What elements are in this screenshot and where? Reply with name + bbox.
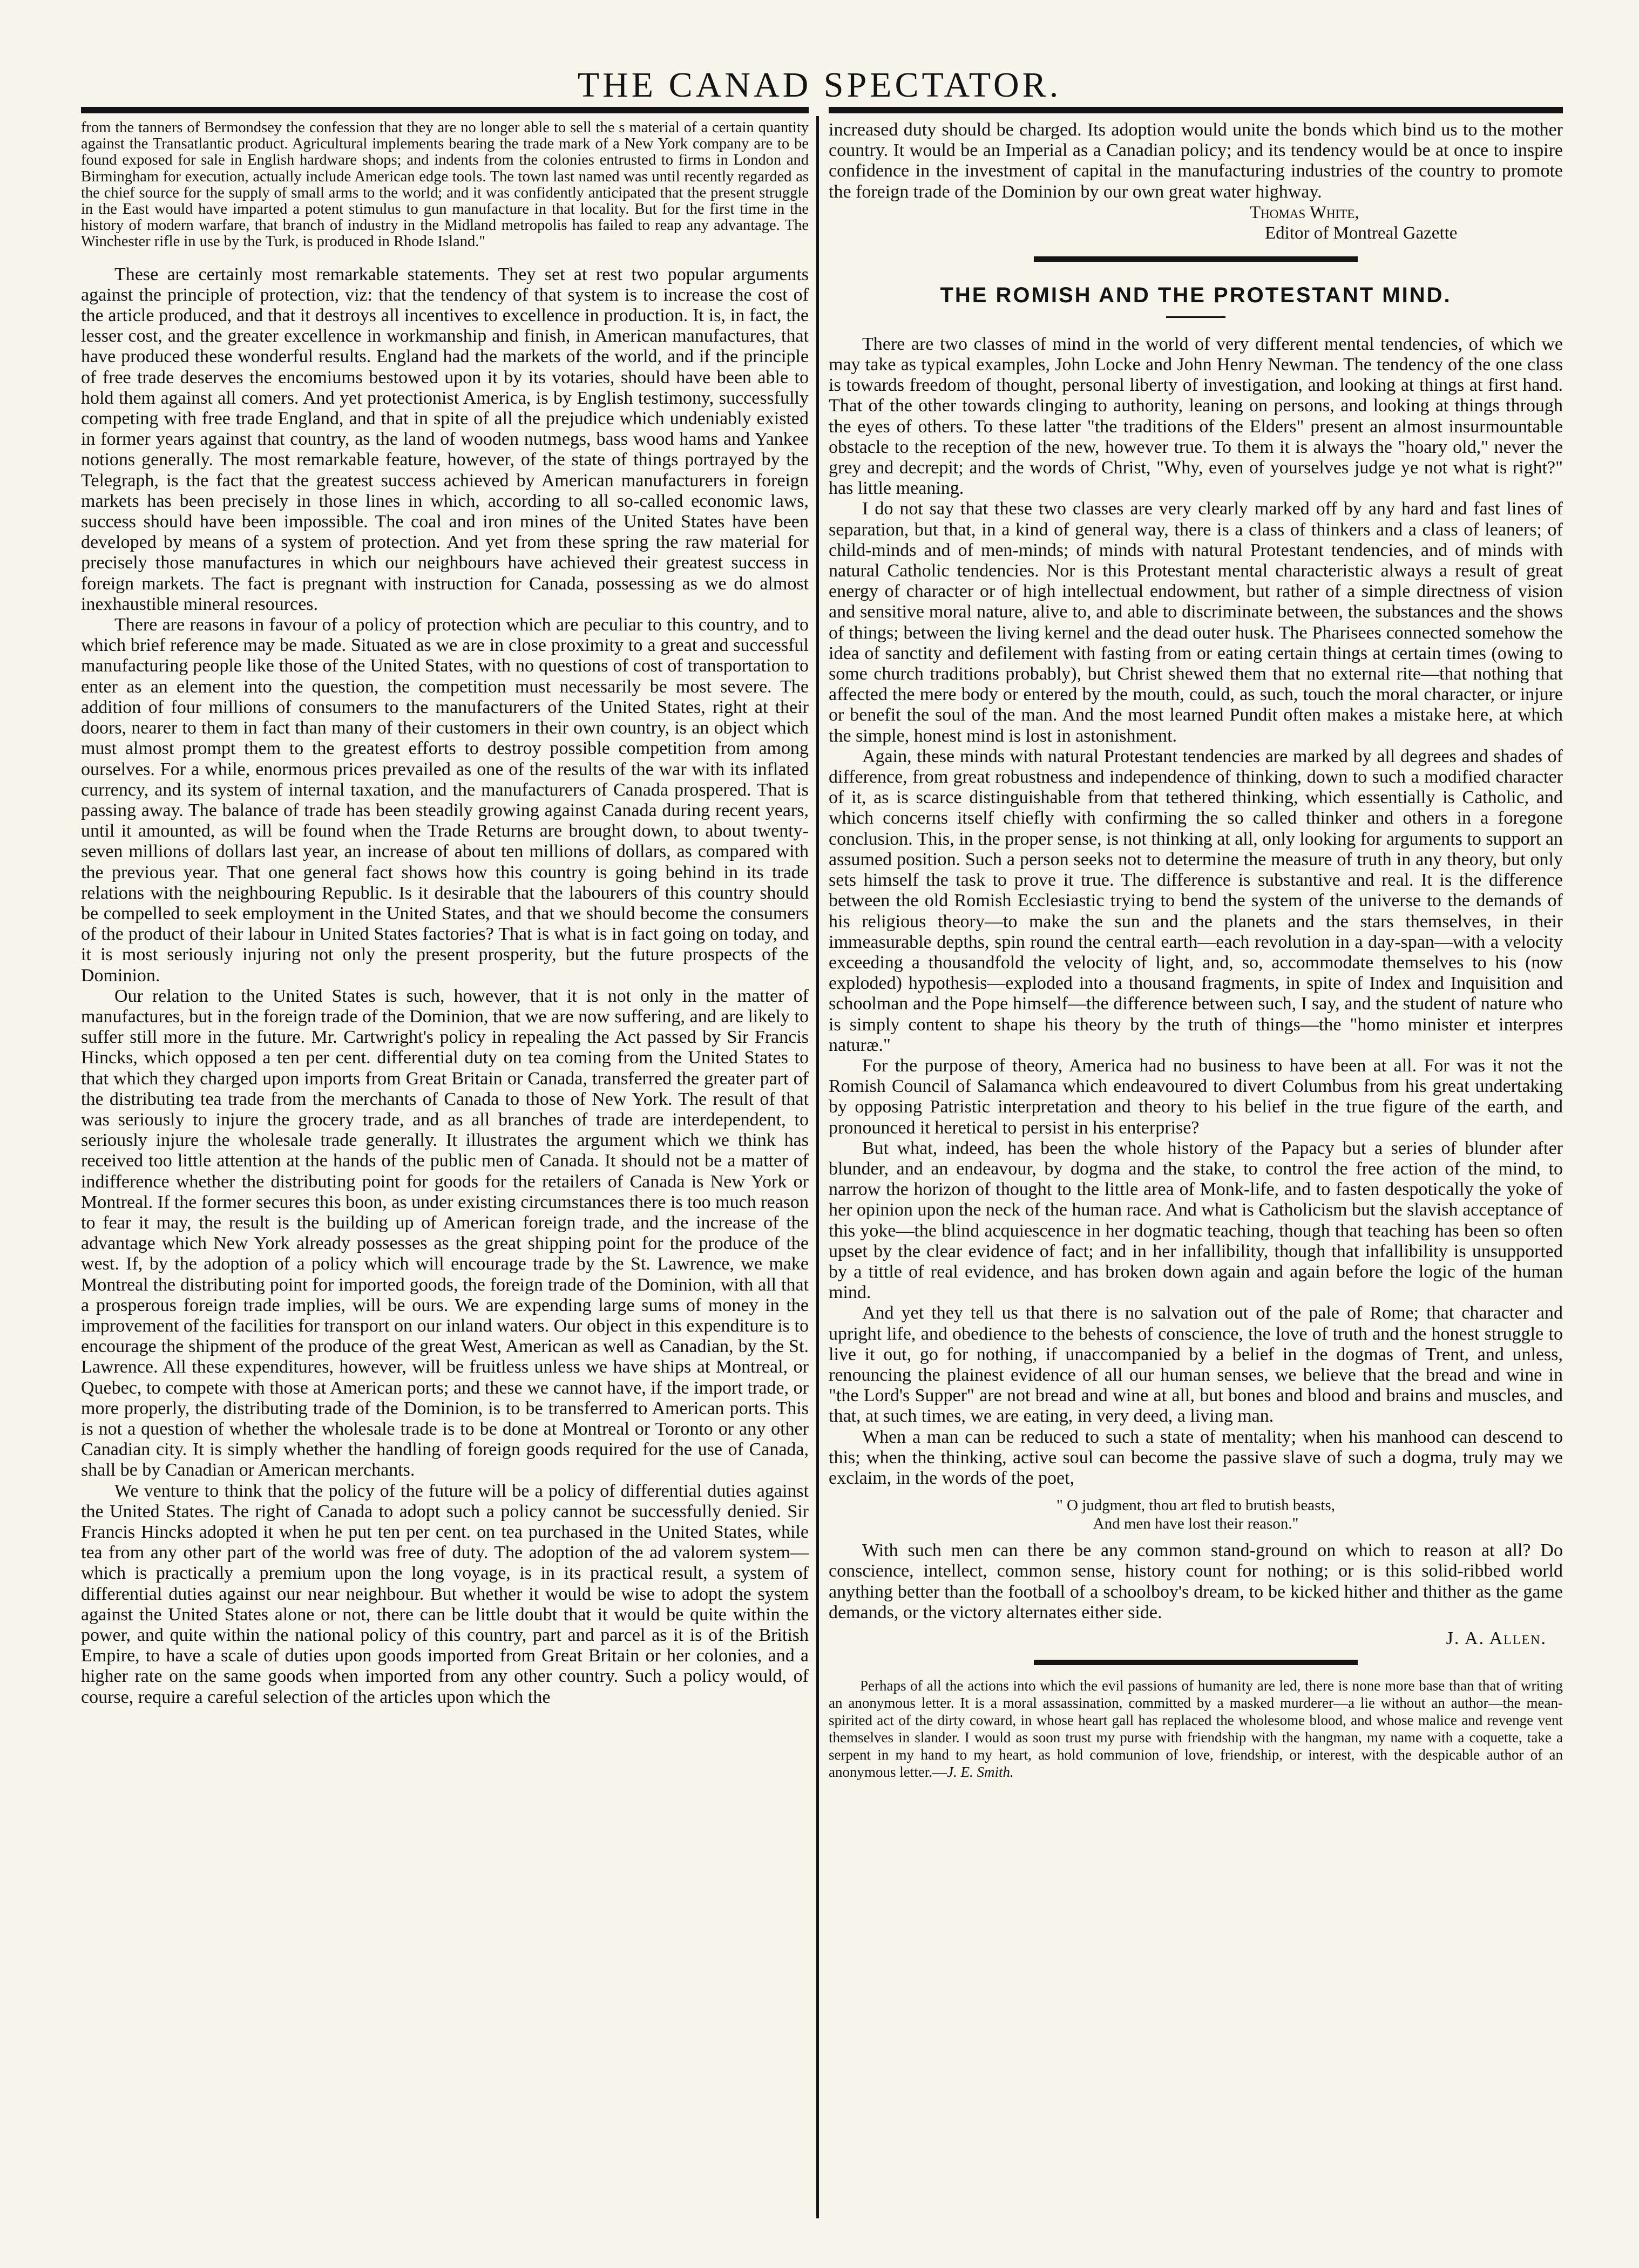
poet-quote-line-2: And men have lost their reason." xyxy=(1093,1515,1299,1533)
right-paragraph-3: Again, these minds with natural Protestant tendencies are marked by all degrees and shades of difference, from great robustness and independence of thinking, down to such a modified character of it, as is scarce distinguishable from that tethered thinking, which essentially is Catholic, and which concerns itself chiefly with confirming the so called thinker and others in a foregone conclusion. This, in the proper sense, is not thinking at all, only looking for arguments to support an assumed position. Such a person seeks not to determine the measure of truth in any theory, but only sets himself the task to prove it true. The difference is substantive and real. It is the difference between the old Romish Ecclesiastic trying to bend the system of the universe to the demands of his religious theory—to make the sun and the planets and the stars themselves, in their immeasurable depths, spin round the central earth—each revolution in a day-span—with a velocity exceeding a thousandfold the velocity of light, and, so, accommodate themselves to his (now exploded) hypothesis—exploded into a thousand fragments, in spite of Index and Inquisition and schoolman and the Pope himself—the difference between such, I say, and the student of nature who is simply content to shape his theory by the truth of things—the "homo minister et interpres naturæ." xyxy=(829,746,1563,1055)
right-paragraph-7: When a man can be reduced to such a state of mentality; when his manhood can descend to this; when the thinking, active soul can become the passive slave of such a dogma, truly may we exclaim, in the words of the poet, xyxy=(829,1427,1563,1488)
left-paragraph-3: Our relation to the United States is such, however, that it is not only in the matter of manufactures, but in the foreign trade of the Dominion, that we are now suffering, and are likely to suffer still more in the future. Mr. Cartwright's policy in repealing the Act passed by Sir Francis Hincks, which opposed a ten per cent. differential duty on tea coming from the United States to that which they charged upon imports from Great Britain or Canada, transferred the greater part of the distributing tea trade from the merchants of Canada to those of New York. The result of that was seriously to injure the grocery trade, and as all branches of trade are interdependent, to seriously injure the wholesale trade generally. It illustrates the argument which we think has received too little attention at the hands of the public men of Canada. It should not be a matter of indifference whether the distributing point for goods for the retailers of Canada is New York or Montreal. If the former secures this boon, as under existing circumstances there is too much reason to fear it may, the result is the building up of American foreign trade, and the increase of the advantage which New York already possesses as the great shipping point for the produce of the west. If, by the adoption of a policy which will encourage trade by the St. Lawrence, we make Montreal the distributing point for imported goods, the foreign trade of the Dominion, with all that a prosperous foreign trade implies, will be ours. We are expending large sums of money in the improvement of the facilities for transport on our inland waters. Our object in this expenditure is to encourage the shipment of the produce of the great West, American as well as Canadian, by the St. Lawrence. All these expenditures, however, will be fruitless unless we have ships at Montreal, or Quebec, to compete with those at American ports; and these we cannot have, if the import trade, or more properly, the distributing trade of the Dominion, is to be transferred to American ports. This is not a question of whether the wholesale trade is to be done at Montreal or Toronto or any other Canadian city. It is simply whether the handling of foreign goods required for the use of Canada, shall be by Canadian or American merchants. xyxy=(81,986,809,1481)
article-title: THE ROMISH AND THE PROTESTANT MIND. xyxy=(940,283,1452,307)
article-author: J. A. Allen. xyxy=(1446,1628,1547,1648)
header-rule-right xyxy=(829,107,1563,113)
right-column xyxy=(829,120,1563,1781)
right-paragraph-6: And yet they tell us that there is no salvation out of the pale of Rome; that character and upright life, and obedience to the behests of conscience, the love of truth and the honest struggle to live it out, go for nothing, if unaccompanied by a belief in the dogmas of Trent, and unless, renouncing the plainest evidence of all our human senses, we believe that the bread and wine in "the Lord's Supper" are not bread and wine at all, but bones and blood and brains and muscles, and that, at such times, we are eating, in very deed, a living man. xyxy=(829,1303,1563,1427)
closing-paragraph: With such men can there be any common stand-ground on which to reason at all? Do conscience, intellect, common sense, history count for nothing; or is this solid-ribbed world anything better than the football of a schoolboy's dream, to be kicked hither and thither as the game demands, or the victory alternates either side. xyxy=(829,1540,1563,1622)
right-paragraph-2: I do not say that these two classes are very clearly marked off by any hard and fast lines of separation, but that, in a kind of general way, there is a class of thinkers and a class of leaners; of child-minds and of men-minds; of minds with natural Protestant tendencies, and of minds with natural Catholic tendencies. Nor is this Protestant mental characteristic always a result of great energy of character or of high intellectual endowment, but rather of a simple directness of vision and sensitive moral nature, alive to, and able to discriminate between, the substances and the shows of things; between the living kernel and the dead outer husk. The Pharisees connected somehow the idea of sanctity and defilement with fasting from or eating certain things at certain times (owing to some church traditions probably), but Christ shewed them that no external rite—that nothing that affected the mere body or entered by the mouth, could, as such, touch the moral character, or injure or benefit the soul of the man. And the most learned Pundit often makes a mistake here, at which the simple, honest mind is lost in astonishment. xyxy=(829,499,1563,746)
footnote-signature: J. E. Smith. xyxy=(946,1764,1014,1780)
right-paragraph-4: For the purpose of theory, America had no business to have been at all. For was it not the Romish Council of Salamanca which endeavoured to divert Columbus from his great undertaking by opposing Patristic interpretation and theory to his belief in the true figure of the earth, and pronounced it heretical to persist in his enterprise? xyxy=(829,1055,1563,1138)
footnote-text: Perhaps of all the actions into which the evil passions of humanity are led, there is none more base than that of writing an anonymous letter. It is a moral assassination, committed by a masked murderer—a lie without an author—the mean-spirited act of the dirty coward, in whose heart gall has replaced the wholesome blood, and whose malice and revenge vent themselves in slander. I would as soon trust my purse with friendship with the hangman, my name with a coquette, take a serpent in my hand to my heart, as hold communion of love, friendship, or interest, with the despicable author of an anonymous letter.— xyxy=(829,1678,1563,1780)
right-paragraph-5: But what, indeed, has been the whole history of the Papacy but a series of blunder after blunder, and an endeavour, by dogma and the stake, to control the free action of the mind, to narrow the horizon of thought to the little area of Monk-life, and to fasten despotically the yoke of her opinion upon the neck of the human race. And what is Catholicism but the slavish acceptance of this yoke—the blind acquiescence in her dogmatic teaching, though that teaching has been so often upset by the clear evidence of fact; and in her infallibility, though that infallibility is unsupported by a tittle of real evidence, and has broken down again and again before the logic of the human mind. xyxy=(829,1138,1563,1303)
column-divider xyxy=(816,116,819,2218)
footnote-rule xyxy=(1034,1660,1358,1665)
left-paragraph-1: These are certainly most remarkable statements. They set at rest two popular arguments against the principle of protection, viz: that the tendency of that system is to increase the cost of the article produced, and that it destroys all incentives to excellence in production. It is, in fact, the lesser cost, and the greater excellence in workmanship and finish, in American manufactures, that have produced these wonderful results. England had the markets of the world, and if the principle of free trade deserves the encomiums bestowed upon it by its votaries, should have been able to hold them against all comers. And yet protectionist America, is by English testimony, successfully competing with free trade England, and that in spite of all the prejudice which undeniably existed in former years against that country, as the land of wooden nutmegs, bass wood hams and Yankee notions generally. The most remarkable feature, however, of the state of things portrayed by the Telegraph, is the fact that the greatest success achieved by American manufacturers in foreign markets has been precisely in those lines in which, according to all so-called economic laws, success should have been impossible. The coal and iron mines of the United States have been developed by means of a system of protection. And yet from these spring the raw material for precisely those manufactures in which our neighbours have achieved their greatest success in foreign markets. The fact is pregnant with instruction for Canada, possessing as we do almost inexhaustible mineral resources. xyxy=(81,264,809,614)
right-paragraph-1: There are two classes of mind in the world of very different mental tendencies, of which we may take as typical examples, John Locke and John Henry Newman. The tendency of the one class is towards freedom of thought, personal liberty of investigation, and looking at things at first hand. That of the other towards clinging to authority, leaning on persons, and looking at things through the eyes of others. To these latter "the traditions of the Elders" present an almost insurmountable obstacle to the reception of the new, however true. To them it is always the "hoary old," never the grey and decrepit; and the words of Christ, "Why, even of yourselves judge ye not what is right?" has little meaning. xyxy=(829,334,1563,499)
left-paragraph-4: We venture to think that the policy of the future will be a policy of differential duties against the United States. The right of Canada to adopt such a policy cannot be successfully denied. Sir Francis Hincks adopted it when he put ten per cent. on tea purchased in the United States, while tea from any other part of the world was free of duty. The adoption of the ad valorem system—which is practically a premium upon the long voyage, is in its practical result, a system of differential duties against our near neighbour. But whether it would be wise to adopt the system against the United States alone or not, there can be little doubt that it would be quite within the power, and quite within the national policy of this country, part and parcel as it is of the British Empire, to have a scale of duties upon goods imported from Great Britain or her colonies, and a higher rate on the same goods when imported from any other country. Such a policy would, of course, require a careful selection of the articles upon which the xyxy=(81,1481,809,1707)
left-paragraph-2: There are reasons in favour of a policy of protection which are peculiar to this country, and to which brief reference may be made. Situated as we are in close proximity to a great and successful manufacturing people like those of the United States, with no questions of cost of transportation to enter as an element into the question, the competition must necessarily be most severe. The addition of four millions of consumers to the manufacturers of the United States, right at their doors, nearer to them in fact than many of their customers in their own country, is an object which must almost prompt them to the greatest efforts to destroy possible competition from among ourselves. For a while, enormous prices prevailed as one of the results of the war with its inflated currency, and its system of internal taxation, and the manufacturers of Canada prospered. That is passing away. The balance of trade has been steadily growing against Canada during recent years, until it amounted, as will be found when the Trade Returns are brought down, to about twenty-seven millions of dollars last year, an increase of about ten millions of dollars, as compared with the previous year. That one general fact shows how this country is going behind in its trade relations with the neighbouring Republic. Is it desirable that the labourers of this country should be compelled to seek employment in the United States, and that we should become the consumers of the product of their labour in United States factories? That is what is in fact going on today, and it is most seriously injuring not only the present prosperity, but the future prospects of the Dominion. xyxy=(81,615,809,986)
left-column xyxy=(81,120,809,1708)
signature-name: Thomas White, xyxy=(1250,202,1359,222)
section-rule xyxy=(1034,256,1358,262)
poet-quote-line-1: " O judgment, thou art fled to brutish beasts, xyxy=(1056,1497,1336,1515)
continuation-paragraph: increased duty should be charged. Its adoption would unite the bonds which bind us to the mother country. It would be an Imperial as a Canadian policy; and its tendency would be at once to inspire confidence in the investment of capital in the manufacturing industries of the country to promote the foreign trade of the Dominion by our own great water highway. xyxy=(829,120,1563,202)
header-rule-left xyxy=(81,107,809,113)
telegraph-quote: from the tanners of Bermondsey the confession that they are no longer able to sell the s material of a certain quantity against the Transatlantic product. Agricultural implements bearing the trade mark of a New York company are to be found exposed for sale in English hardware shops; and indents from the colonies entrusted to firms in London and Birmingham for execution, actually include American edge tools. The town last named was until recently regarded as the chief source for the supply of small arms to the world; and it was confidently anticipated that the present struggle in the East would have imparted a potent stimulus to gun manufacture in that locality. But for the first time in the history of modern warfare, that branch of industry in the Midland metropolis has failed to reap any advantage. The Winchester rifle in use by the Turk, is produced in Rhode Island." xyxy=(81,119,809,250)
masthead: THE CANAD SPECTATOR. xyxy=(577,65,1062,105)
signature-title: Editor of Montreal Gazette xyxy=(1265,223,1458,243)
footnote xyxy=(829,1677,1563,1781)
